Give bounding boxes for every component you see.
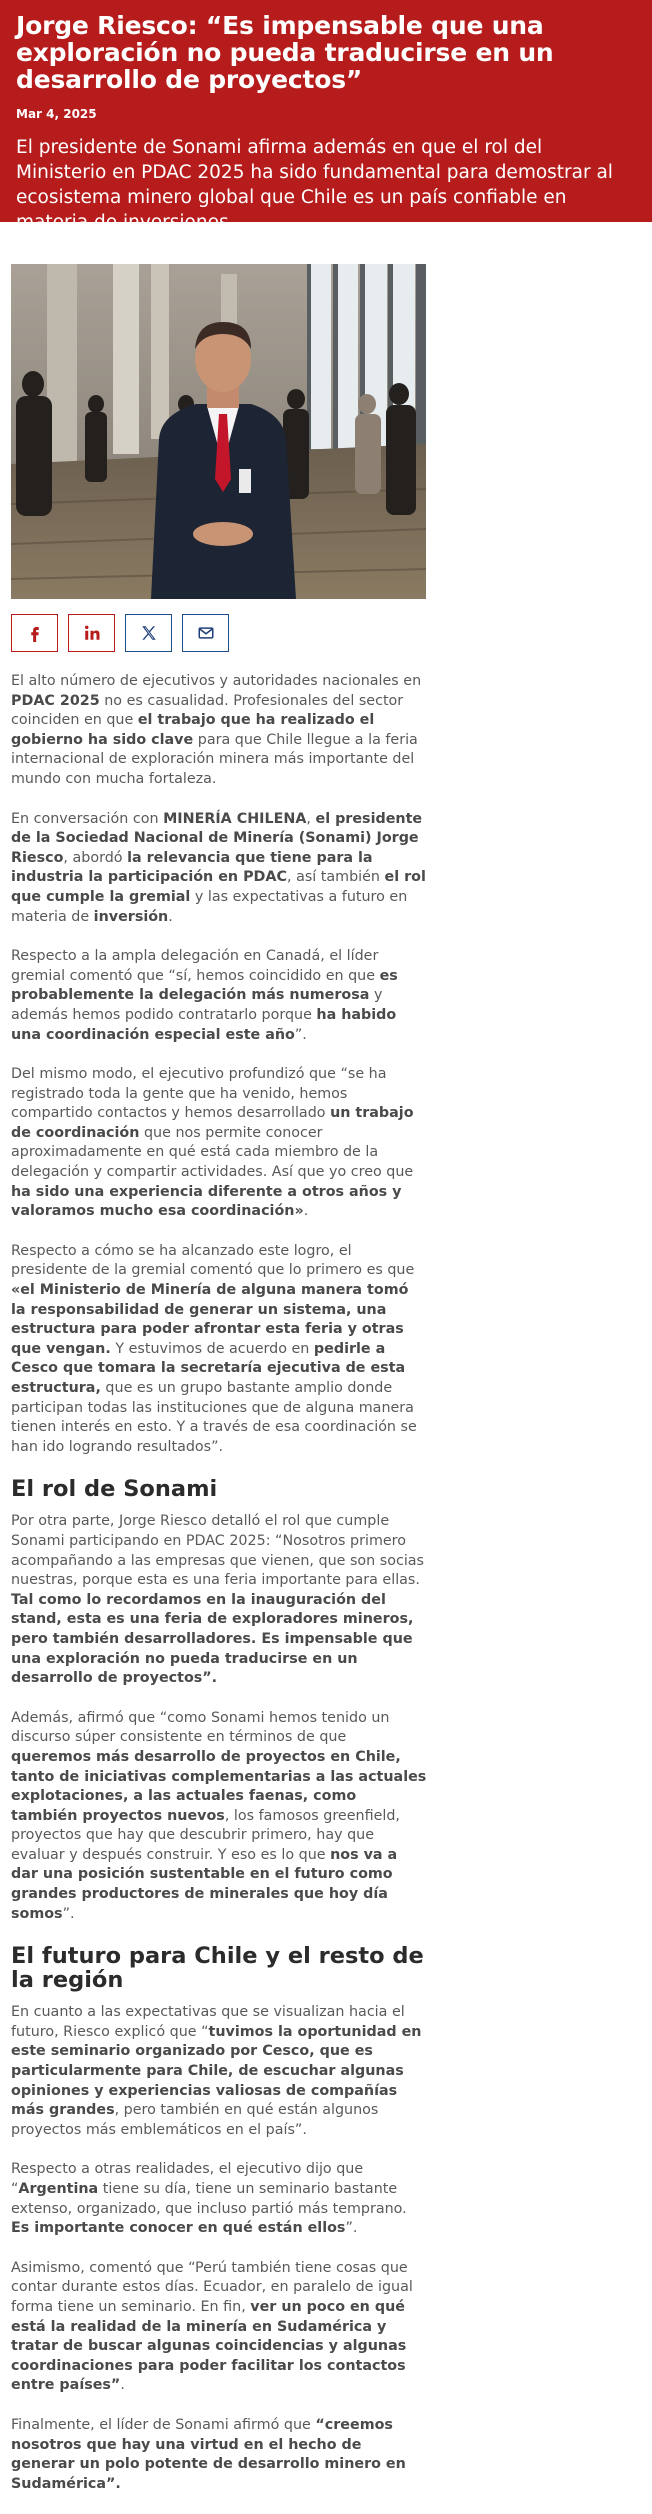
bold-text: queremos más desarrollo de proyectos en Chile, tanto de iniciativas complementarias a las actuales explotaciones, a las actuales faenas, como también proyectos nuevos xyxy=(11,1748,427,1824)
paragraph xyxy=(11,1242,427,1458)
paragraph xyxy=(11,2259,427,2396)
section-heading: El rol de Sonami xyxy=(11,1476,218,1503)
text-run: , pero también en qué están algunos proyectos más emblemáticos en el país”. xyxy=(11,2102,379,2138)
text-run: para que Chile llegue a la feria internacional de exploración minera más importante del mundo con mucha fortaleza. xyxy=(11,731,418,787)
paragraph xyxy=(11,2003,427,2140)
bold-text: MINERÍA CHILENA xyxy=(163,810,307,827)
bold-text: pedirle a Cesco que tomara la secretaría ejecutiva de esta estructura, xyxy=(11,1340,406,1396)
paragraph xyxy=(11,1709,427,1925)
bold-text: nos va a dar una posición sustentable en el futuro como grandes productores de minerales que hoy día somos xyxy=(11,1846,398,1922)
paragraph xyxy=(11,947,427,1045)
bold-text: inversión xyxy=(93,908,169,925)
paragraph xyxy=(11,2160,427,2238)
paragraph xyxy=(11,810,427,928)
paragraph xyxy=(11,1065,427,1222)
paragraph xyxy=(11,1512,427,1688)
linkedin-icon xyxy=(83,624,101,642)
bold-text: un trabajo de coordinación xyxy=(11,1105,414,1141)
text-run: ”. xyxy=(345,2220,358,2237)
x-icon xyxy=(140,624,158,642)
x-share-button[interactable] xyxy=(125,614,172,652)
text-run: que es un grupo bastante amplio donde participan todas las instituciones que de alguna manera tienen interés en esto. Y a través de esa coordinación se han ido logrando resultados”. xyxy=(11,1380,417,1455)
text-run: Y estuvimos de acuerdo en xyxy=(110,1340,314,1357)
text-run: y las expectativas a futuro en materia de xyxy=(11,888,408,925)
text-run: Finalmente, el líder de Sonami afirmó que xyxy=(11,2416,316,2433)
bold-text: el rol que cumple la gremial xyxy=(11,869,426,905)
text-run: . xyxy=(168,908,173,925)
bold-text: “creemos nosotros que hay una virtud en el hecho de generar un polo potente de desarrollo minero en Sudamérica”. xyxy=(11,2416,406,2492)
facebook-icon xyxy=(26,624,44,642)
bold-text: es probablemente la delegación más numerosa xyxy=(11,967,398,1004)
bold-text: Argentina xyxy=(18,2181,99,2197)
paragraph xyxy=(11,2416,427,2494)
text-run: ”. xyxy=(294,1026,307,1043)
text-run: no es casualidad. Profesionales del sector coinciden en que xyxy=(11,692,404,729)
text-run: Asimismo, comentó que “Perú también tiene cosas que contar durante estos días. Ecuador, en paralelo de igual forma tiene un seminario. En fin, xyxy=(11,2259,413,2315)
text-run: . xyxy=(120,2377,125,2394)
text-run: Del mismo modo, el ejecutivo profundizó que “se ha registrado toda la gente que ha venido, hemos compartido contactos y hemos desarrollado xyxy=(11,1066,387,1122)
text-run: , así también xyxy=(286,869,385,886)
facebook-share-button[interactable] xyxy=(11,614,58,652)
text-run: , los famosos greenfield, proyectos que hay que descubrir primero, hay que evaluar y después construir. Y eso es lo que xyxy=(11,1807,400,1863)
section-heading: El futuro para Chile y el resto de la región xyxy=(11,1943,424,1994)
text-run: El alto número de ejecutivos y autoridades nacionales en xyxy=(11,673,422,689)
share-bar xyxy=(11,614,229,652)
bold-text: Tal como lo recordamos en la inauguración del stand, esta es una feria de exploradores mineros, pero también desarrolladores. Es impensable que una exploración no pueda traducirse en un desarrollo de proyectos”. xyxy=(11,1591,414,1687)
bold-text: el presidente de la Sociedad Nacional de Minería (Sonami) Jorge Riesco xyxy=(11,810,423,866)
article-body xyxy=(11,672,427,2514)
article-header xyxy=(0,0,652,233)
text-run: que nos permite conocer aproximadamente en qué está cada miembro de la delegación y compartir actividades. Así que yo creo que xyxy=(11,1124,414,1181)
linkedin-share-button[interactable] xyxy=(68,614,115,652)
text-run: Respecto a otras realidades, el ejecutivo dijo que “ xyxy=(11,2161,364,2197)
text-run: En conversación con xyxy=(11,810,164,827)
bold-text: PDAC 2025 xyxy=(11,692,100,709)
email-share-button[interactable] xyxy=(182,614,229,652)
bold-text: Es importante conocer en qué están ellos xyxy=(11,2220,346,2237)
text-run: , abordó xyxy=(63,849,128,866)
article-title: Jorge Riesco: “Es impensable que una exploración no pueda traducirse en un desarrollo de proyectos” xyxy=(16,11,554,94)
bold-text: ver un poco en qué está la realidad de la minería en Sudamérica y tratar de buscar algunas coincidencias y algunas coordinaciones para poder facilitar los contactos entre países” xyxy=(11,2298,407,2394)
text-run: tiene su día, tiene un seminario bastante extenso, organizado, que incluso partió más temprano. xyxy=(11,2181,407,2217)
bold-text: tuvimos la oportunidad en este seminario organizado por Cesco, que es particularmente para Chile, de escuchar algunas opiniones y experiencias valiosas de compañías más grandes xyxy=(11,2023,422,2119)
bold-text: la relevancia que tiene para la industria la participación en PDAC xyxy=(11,849,373,886)
text-run: Además, afirmó que “como Sonami hemos tenido un discurso súper consistente en términos de que xyxy=(11,1709,390,1746)
text-run: y además hemos podido contratarlo porque xyxy=(11,987,383,1023)
bold-text: «el Ministerio de Minería de alguna manera tomó la responsabilidad de generar un sistema, una estructura para poder afrontar esta feria y otras que vengan. xyxy=(11,1282,409,1357)
paragraph xyxy=(11,672,427,790)
bold-text: el trabajo que ha realizado el gobierno ha sido clave xyxy=(11,712,375,748)
envelope-icon xyxy=(197,624,215,642)
text-run: . xyxy=(303,1203,309,1220)
text-run: En cuanto a las expectativas que se visualizan hacia el futuro, Riesco explicó que “ xyxy=(11,2004,405,2040)
publish-date: Mar 4, 2025 xyxy=(16,107,97,121)
hero-photo-illustration xyxy=(11,264,426,599)
hero-photo xyxy=(11,264,426,599)
text-run: ”. xyxy=(62,1905,75,1922)
text-run: , xyxy=(306,810,316,827)
text-run: Respecto a la ampla delegación en Canadá, el líder gremial comentó que “sí, hemos coincidido en que xyxy=(11,948,380,984)
text-run: Por otra parte, Jorge Riesco detalló el rol que cumple Sonami participando en PDAC 2025: “Nosotros primero acompañando a las empresas que vienen, que son socias nuestras, porque esta es una feria importante para ellas. xyxy=(11,1513,425,1589)
bold-text: ha sido una experiencia diferente a otros años y valoramos mucho esa coordinación» xyxy=(11,1183,402,1220)
bold-text: ha habido una coordinación especial este año xyxy=(11,1006,397,1043)
article-lede: El presidente de Sonami afirma además en que el rol del Ministerio en PDAC 2025 ha sido fundamental para demostrar al ecosistema minero global que Chile es un país confiable en materia de inversiones. xyxy=(16,137,613,233)
text-run: Respecto a cómo se ha alcanzado este logro, el presidente de la gremial comentó que lo primero es que xyxy=(11,1242,415,1279)
